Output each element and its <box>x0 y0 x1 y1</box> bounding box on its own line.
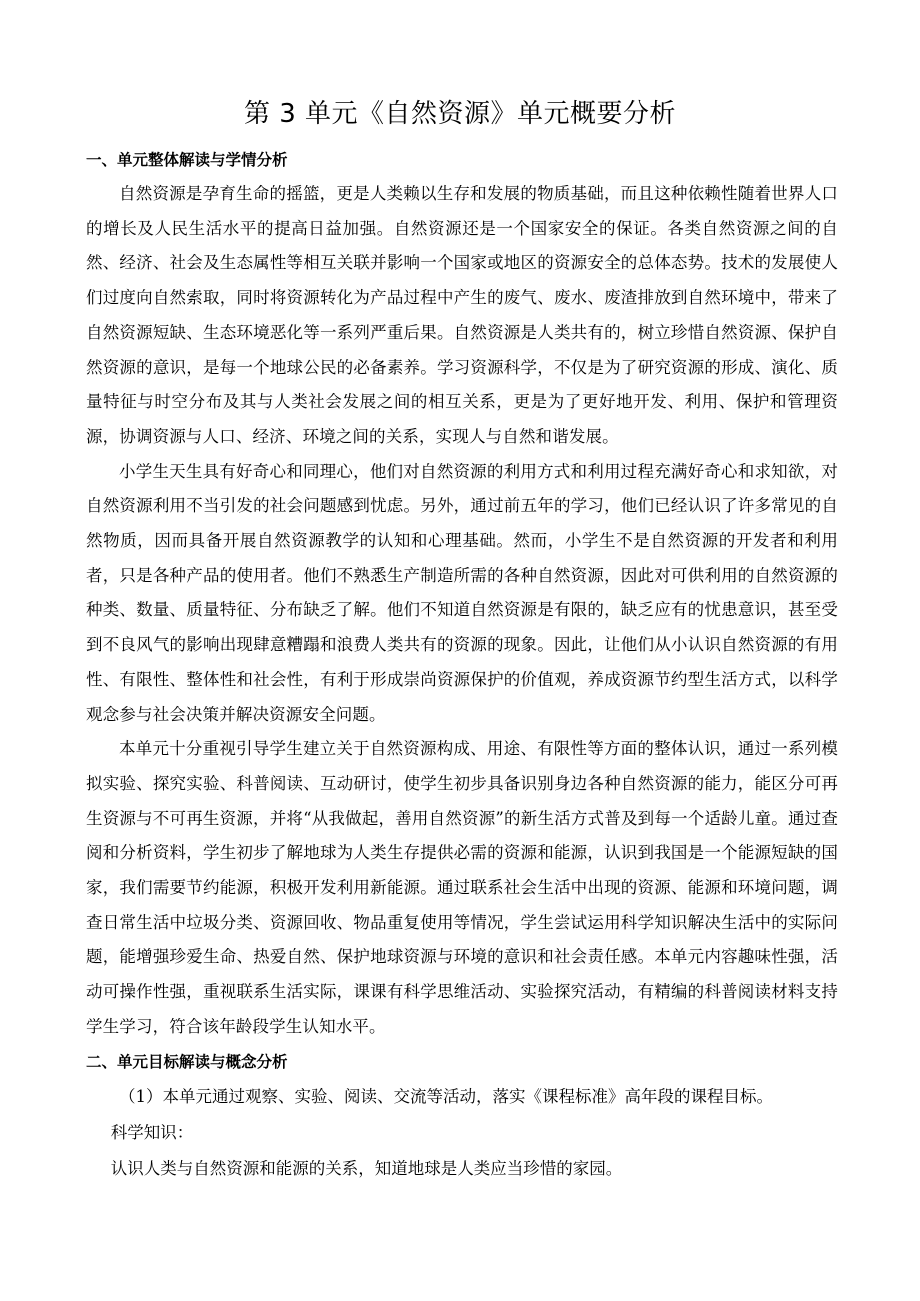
section-heading-1: 一、单元整体解读与学情分析 <box>86 151 288 169</box>
goal-statement: （1）本单元通过观察、实验、阅读、交流等活动，落实《课程标准》高年段的课程目标。 <box>119 1086 773 1106</box>
science-knowledge-item: 认识人类与自然资源和能源的关系，知道地球是人类应当珍惜的家园。 <box>110 1158 623 1178</box>
document-title: 第 3 单元《自然资源》单元概要分析 <box>243 99 677 129</box>
section-1-paragraph-2: 小学生天生具有好奇心和同理心，他们对自然资源的利用方式和利用过程充满好奇心和求知欲，对自然资源利用不当引发的社会问题感到忧虑。另外，通过前五年的学习，他们已经认识了许多常见的自然物质，因而具备开展自然资源教学的认知和心理基础。然而，小学生不是自然资源的开发者和利用者，只是各种产品的使用者。他们不熟悉生产制造所需的各种自然资源，因此对可供利用的自然资源的种类、数量、质量特征、分布缺乏了解。他们不知道自然资源是有限的，缺乏应有的忧患意识，甚至受到不良风气的影响出现肆意糟蹋和浪费人类共有的资源的现象。因此，让他们从小认识自然资源的有用性、有限性、整体性和社会性，有利于形成崇尚资源保护的价值观，养成资源节约型生活方式，以科学观念参与社会决策并解决资源安全问题。 <box>86 461 838 724</box>
document-body <box>86 143 838 1187</box>
section-heading-2: 二、单元目标解读与概念分析 <box>86 1052 288 1071</box>
section-1-paragraph-1: 自然资源是孕育生命的摇篮，更是人类赖以生存和发展的物质基础，而且这种依赖性随着世界人口的增长及人民生活水平的提高日益加强。自然资源还是一个国家安全的保证。各类自然资源之间的自然、经济、社会及生态属性等相互关联并影响一个国家或地区的资源安全的总体态势。技术的发展使人们过度向自然索取，同时将资源转化为产品过程中产生的废气、废水、废渣排放到自然环境中，带来了自然资源短缺、生态环境恶化等一系列严重后果。自然资源是人类共有的，树立珍惜自然资源、保护自然资源的意识，是每一个地球公民的必备素养。学习资源科学，不仅是为了研究资源的形成、演化、质量特征与时空分布及其与人类社会发展之间的相互关系，更是为了更好地开发、利用、保护和管理资源，协调资源与人口、经济、环境之间的关系，实现人与自然和谐发展。 <box>86 184 838 446</box>
science-knowledge-label: 科学知识： <box>110 1122 194 1142</box>
section-1-paragraph-3: 本单元十分重视引导学生建立关于自然资源构成、用途、有限性等方面的整体认识，通过一系列模拟实验、探究实验、科普阅读、互动研讨，使学生初步具备识别身边各种自然资源的能力，能区分可再生资源与不可再生资源，并将“从我做起，善用自然资源”的新生活方式普及到每一个适龄儿童。通过查阅和分析资料，学生初步了解地球为人类生存提供必需的资源和能源，认识到我国是一个能源短缺的国家，我们需要节约能源，积极开发利用新能源。通过联系社会生活中出现的资源、能源和环境问题，调查日常生活中垃圾分类、资源回收、物品重复使用等情况，学生尝试运用科学知识解决生活中的实际问题，能增强珍爱生命、热爱自然、保护地球资源与环境的意识和社会责任感。本单元内容趣味性强，活动可操作性强，重视联系生活实际，课课有科学思维活动、实验探究活动，有精编的科普阅读材料支持学生学习，符合该年龄段学生认知水平。 <box>86 739 838 1036</box>
